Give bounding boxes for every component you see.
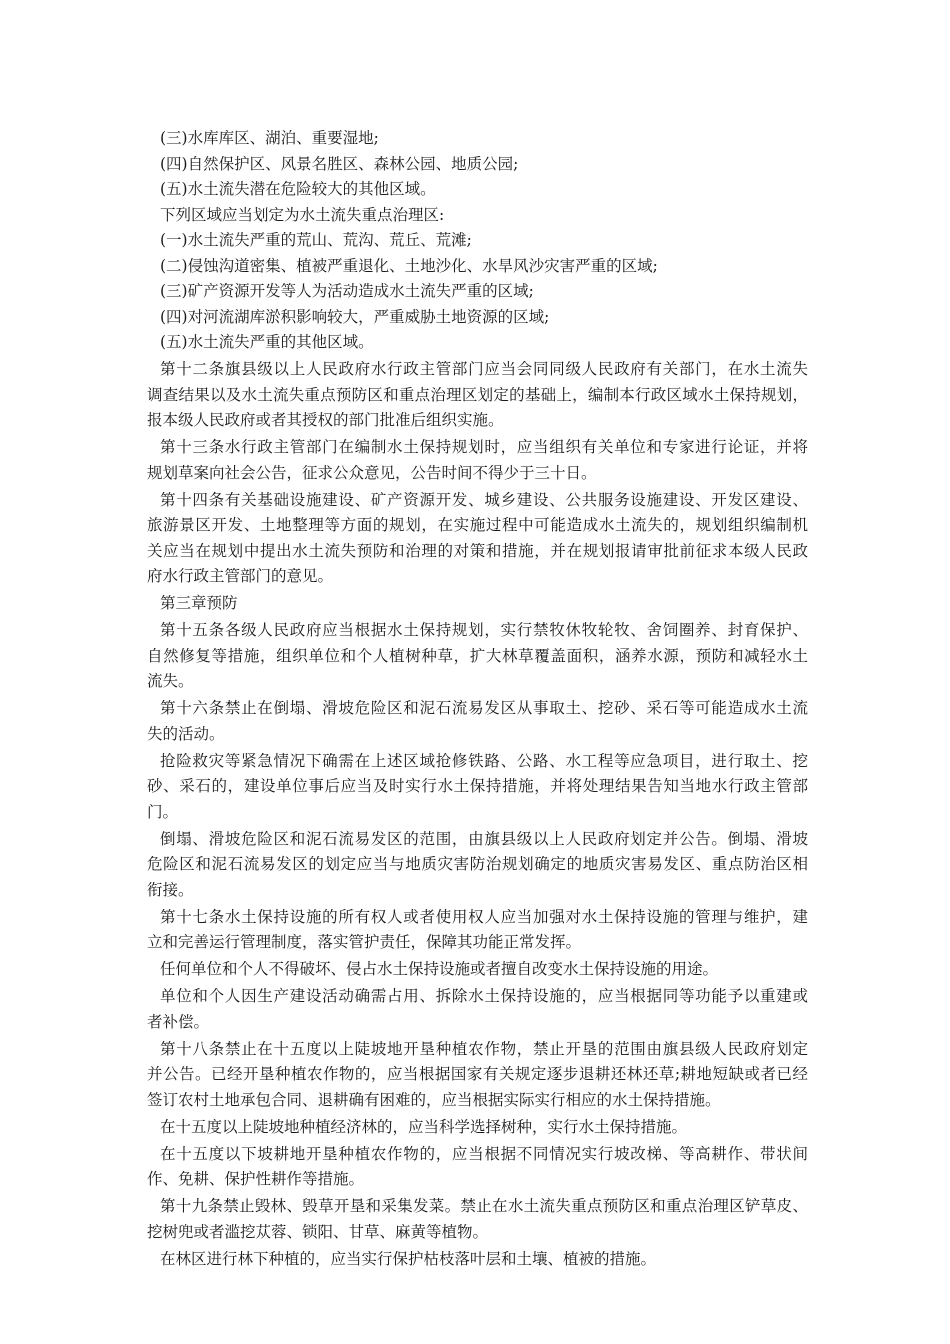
article-18-line: 作、免耕、保护性耕作等措施。 [147,1170,365,1188]
article-14-line: 关应当在规划中提出水土流失预防和治理的对策和措施，并在规划报请审批前征求本级人民政 [147,541,808,560]
article-19-line: 挖树兜或者滥挖苁蓉、锁阳、甘草、麻黄等植物。 [147,1222,489,1241]
document-body [147,126,808,1272]
article-17-line: 者补偿。 [147,1012,210,1031]
article-12-line: 调查结果以及水土流失重点预防区和重点治理区划定的基础上，编制本行政区域水土保持规划， [147,385,808,404]
article-17-line: 第十七条水土保持设施的所有权人或者使用权人应当加强对水土保持设施的管理与维护，建 [160,907,808,926]
article-17-line: 任何单位和个人不得破坏、侵占水土保持设施或者擅自改变水土保持设施的用途。 [160,960,719,978]
text-line: 下列区域应当划定为水土流失重点治理区: [160,205,445,224]
article-16-line: 衔接。 [147,880,194,899]
article-16-line: 危险区和泥石流易发区的划定应当与地质灾害防治规划确定的地质灾害易发区、重点防治区相 [147,855,808,873]
article-16-line: 抢险救灾等紧急情况下确需在上述区域抢修铁路、公路、水工程等应急项目，进行取土、挖 [160,751,808,770]
article-13-line: 规划草案向社会公告，征求公众意见，公告时间不得少于三十日。 [147,463,597,482]
article-15-line: 流失。 [147,672,194,690]
article-14-line: 第十四条有关基础设施建设、矿产资源开发、城乡建设、公共服务设施建设、开发区建设、 [160,490,808,509]
text-line: (三)水库库区、湖泊、重要湿地; [160,129,379,147]
article-16-line: 砂、采石的，建设单位事后应当及时实行水土保持措施，并将处理结果告知当地水行政主管部 [147,777,808,795]
article-19-line: 在林区进行林下种植的，应当实行保护枯枝落叶层和土壤、植被的措施。 [160,1249,657,1268]
article-16-line: 门。 [147,802,179,821]
article-12-line: 第十二条旗县级以上人民政府水行政主管部门应当会同同级人民政府有关部门，在水土流失 [160,360,808,378]
article-18-line: 在十五度以下坡耕地开垦种植农作物的，应当根据不同情况实行坡改梯、等高耕作、带状间 [160,1144,808,1163]
article-15-line: 第十五条各级人民政府应当根据水土保持规划，实行禁牧休牧轮牧、舍饲圈养、封育保护、 [160,621,808,639]
article-15-line: 自然修复等措施，组织单位和个人植树种草，扩大林草覆盖面积，涵养水源，预防和减轻水土 [147,646,808,665]
article-16-line: 失的活动。 [147,724,225,743]
article-18-line: 签订农村土地承包合同、退耕确有困难的，应当根据实际实行相应的水土保持措施。 [147,1090,721,1109]
text-line: (二)侵蚀沟道密集、植被严重退化、土地沙化、水旱风沙灾害严重的区域; [160,256,658,275]
article-18-line: 第十八条禁止在十五度以上陡坡地开垦种植农作物，禁止开垦的范围由旗县级人民政府划定 [160,1039,808,1058]
article-17-line: 单位和个人因生产建设活动确需占用、拆除水土保持设施的，应当根据同等功能予以重建或 [160,987,808,1005]
article-14-line: 府水行政主管部门的意见。 [147,567,334,585]
article-16-line: 倒塌、滑坡危险区和泥石流易发区的范围，由旗县级以上人民政府划定并公告。倒塌、滑坡 [160,829,808,848]
text-line: (五)水土流失潜在危险较大的其他区域。 [160,180,436,198]
text-line: (三)矿产资源开发等人为活动造成水土流失严重的区域; [160,282,534,300]
text-line: (五)水土流失严重的其他区域。 [160,333,374,351]
article-13-line: 第十三条水行政主管部门在编制水土保持规划时，应当组织有关单位和专家进行论证，并将 [160,438,808,456]
article-14-line: 旅游景区开发、土地整理等方面的规划，在实施过程中可能造成水土流失的，规划组织编制机 [147,516,808,534]
article-19-line: 第十九条禁止毁林、毁草开垦和采集发菜。禁止在水土流失重点预防区和重点治理区铲草皮、 [160,1197,808,1215]
article-12-line: 报本级人民政府或者其授权的部门批准后组织实施。 [147,411,504,429]
article-16-line: 第十六条禁止在倒塌、滑坡危险区和泥石流易发区从事取土、挖砂、采石等可能造成水土流 [160,699,808,717]
article-18-line: 并公告。已经开垦种植农作物的，应当根据国家有关规定逐步退耕还林还草;耕地短缺或者已经 [147,1065,808,1083]
chapter-heading: 第三章预防 [160,594,238,612]
text-line: (一)水土流失严重的荒山、荒沟、荒丘、荒滩; [160,231,472,249]
text-line: (四)对河流湖库淤积影响较大，严重威胁土地资源的区域; [160,307,550,326]
text-line: (四)自然保护区、风景名胜区、森林公园、地质公园; [160,154,519,173]
article-18-line: 在十五度以上陡坡地种植经济林的，应当科学选择树种，实行水土保持措施。 [160,1117,688,1136]
article-17-line: 立和完善运行管理制度，落实管护责任，保障其功能正常发挥。 [147,933,582,951]
